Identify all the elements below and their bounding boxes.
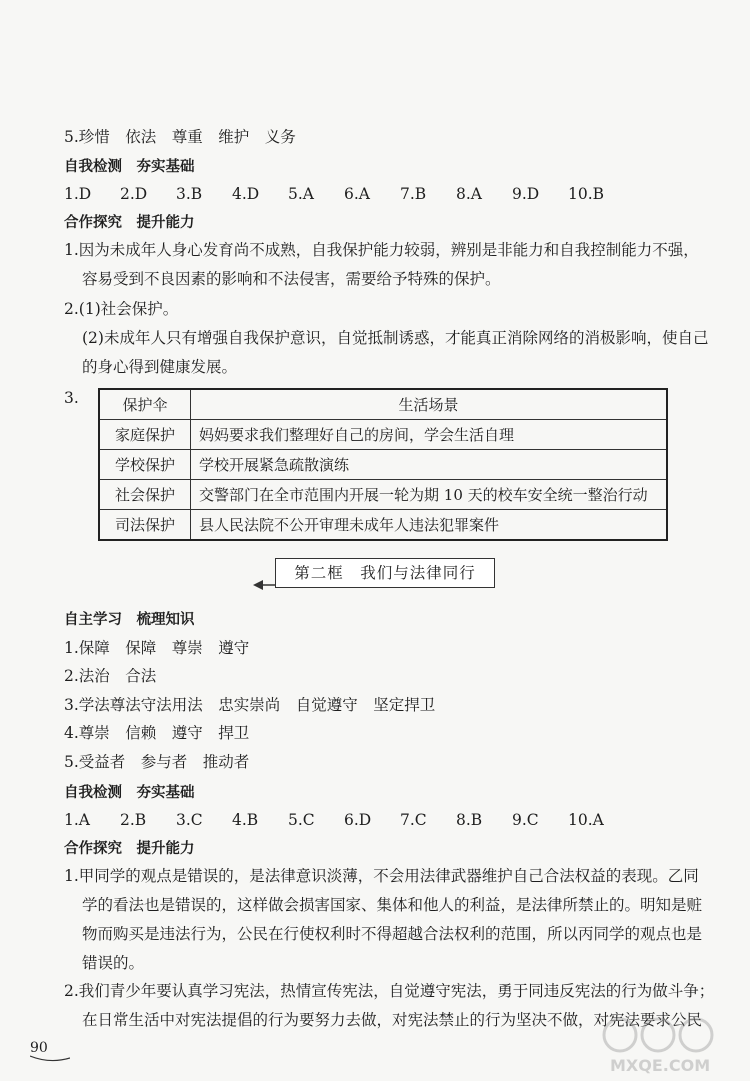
answer: 2.D xyxy=(120,185,148,203)
study-item: 5.受益者 参与者 推动者 xyxy=(64,753,250,771)
answer: 4.D xyxy=(232,185,260,203)
text-line: 容易受到不良因素的影响和不法侵害，需要给予特殊的保护。 xyxy=(82,270,501,288)
answer-item-5: 5.珍惜 依法 尊重 维护 义务 xyxy=(64,128,296,146)
question-3-label: 3. xyxy=(64,389,79,407)
question-2-answer xyxy=(64,977,715,1035)
study-item: 4.尊崇 信赖 遵守 捍卫 xyxy=(64,724,250,742)
watermark-logo xyxy=(600,1005,745,1075)
text-line: 物而购买是违法行为，公民在行使权利时不得超越合法权利的范围，所以丙同学的观点也是 xyxy=(82,925,703,943)
answer: 7.C xyxy=(400,811,427,829)
protection-table xyxy=(98,388,668,541)
self-study-heading: 自主学习 梳理知识 xyxy=(64,612,195,628)
answer: 6.A xyxy=(344,185,370,203)
answer: 3.B xyxy=(176,185,203,203)
text-line: 的身心得到健康发展。 xyxy=(82,358,238,376)
table-cell: 交警部门在全市范围内开展一轮为期 10 天的校车安全统一整治行动 xyxy=(191,480,668,510)
answer: 10.A xyxy=(568,811,604,829)
page-number-text: 90 xyxy=(30,1040,48,1056)
text-line: 1.甲同学的观点是错误的，是法律意识淡薄，不会用法律武器维护自己合法权益的表现。乙同 xyxy=(64,867,699,885)
study-item: 2.法治 合法 xyxy=(64,667,157,685)
answer: 1.D xyxy=(64,185,92,203)
text-line: (2)未成年人只有增强自我保护意识，自觉抵制诱惑，才能真正消除网络的消极影响，使自己 xyxy=(82,329,709,347)
self-check-answers xyxy=(64,184,624,204)
cooperation-heading: 合作探究 提升能力 xyxy=(64,215,195,231)
study-item: 3.学法尊法守法用法 忠实崇尚 自觉遵守 坚定捍卫 xyxy=(64,696,436,714)
svg-text:MXQE.COM: MXQE.COM xyxy=(610,1056,711,1075)
self-check-heading: 自我检测 夯实基础 xyxy=(64,785,195,801)
text-line: 1.因为未成年人身心发育尚不成熟，自我保护能力较弱，辨别是非能力和自我控制能力不强， xyxy=(64,241,699,259)
answer: 9.C xyxy=(512,811,539,829)
table-header-row xyxy=(99,389,667,420)
answer: 4.B xyxy=(232,811,259,829)
question-1-answer xyxy=(64,862,703,978)
table-row xyxy=(99,480,667,510)
question-1-answer xyxy=(64,236,699,294)
table-cell: 学校开展紧急疏散演练 xyxy=(191,450,668,480)
answer: 9.D xyxy=(512,185,540,203)
table-cell: 社会保护 xyxy=(99,480,191,510)
answer: 2.B xyxy=(120,811,147,829)
table-row xyxy=(99,450,667,480)
table-header: 生活场景 xyxy=(191,389,668,420)
answer: 5.C xyxy=(288,811,315,829)
study-item: 1.保障 保障 尊崇 遵守 xyxy=(64,639,250,657)
table-cell: 家庭保护 xyxy=(99,420,191,450)
page-number xyxy=(30,1040,70,1064)
table-header: 保护伞 xyxy=(99,389,191,420)
question-2-part-2 xyxy=(64,324,709,382)
question-2-part-1: 2.(1)社会保护。 xyxy=(64,300,179,318)
answer: 8.A xyxy=(456,185,482,203)
self-check-heading: 自我检测 夯实基础 xyxy=(64,159,195,175)
table-cell: 县人民法院不公开审理未成年人违法犯罪案件 xyxy=(191,510,668,541)
answer: 1.A xyxy=(64,811,90,829)
table-cell: 学校保护 xyxy=(99,450,191,480)
answer: 6.D xyxy=(344,811,372,829)
text-line: 2.我们青少年要认真学习宪法，热情宣传宪法，自觉遵守宪法，勇于同违反宪法的行为做斗争； xyxy=(64,982,715,1000)
table-row xyxy=(99,420,667,450)
text-line: 学的看法也是错误的，这样做会损害国家、集体和他人的利益，是法律所禁止的。明知是赃 xyxy=(82,896,703,914)
answer: 3.C xyxy=(176,811,203,829)
table-row xyxy=(99,510,667,541)
table-cell: 妈妈要求我们整理好自己的房间，学会生活自理 xyxy=(191,420,668,450)
answer: 8.B xyxy=(456,811,483,829)
frame-title: 第二框 我们与法律同行 xyxy=(275,558,495,588)
text-line: 错误的。 xyxy=(82,954,145,972)
table-cell: 司法保护 xyxy=(99,510,191,541)
self-check-answers xyxy=(64,810,624,830)
answer: 7.B xyxy=(400,185,427,203)
text-line: 在日常生活中对宪法提倡的行为要努力去做，对宪法禁止的行为坚决不做，对宪法要求公民 xyxy=(82,1011,703,1029)
answer: 10.B xyxy=(568,185,605,203)
answer: 5.A xyxy=(288,185,314,203)
cooperation-heading: 合作探究 提升能力 xyxy=(64,841,195,857)
